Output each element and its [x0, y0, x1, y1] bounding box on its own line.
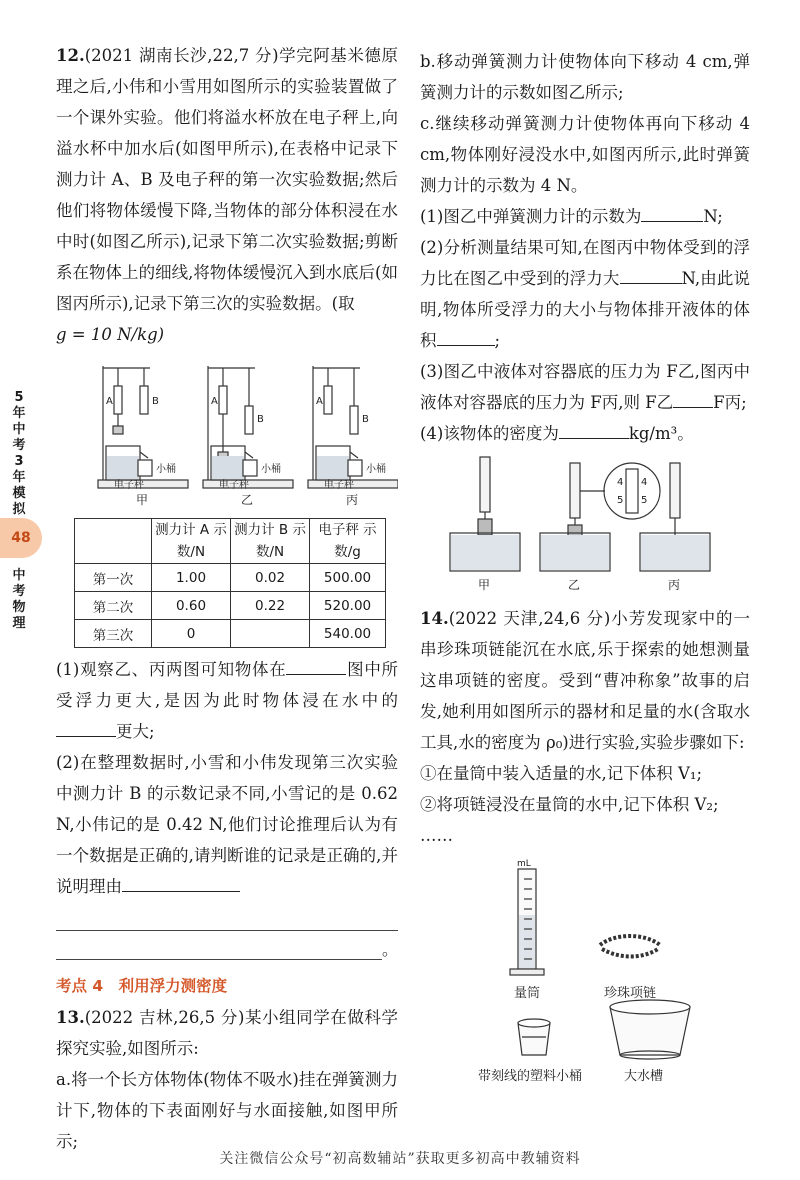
- question-12: 12.(2021 湖南长沙,22,7 分)学完阿基米德原理之后,小伟和小雪用如图所示的实验装置做了一个课外实验。他们将溢水杯放在电子秤上,向溢水杯中加水后(如图甲所示),在表格中记录下测力计 A、B 及电子秤的第一次实验数据;然后他们将物体缓慢下降,当物体的部分体积浸在水中时(如图乙所示),记录下第二次实验数据;剪断系在物体上的细线,将物体缓慢沉入到水底后(如图丙所示),记录下第三次的实验数据。(取 g = 10 N/kg): [56, 46, 398, 344]
- left-column: 12.(2021 湖南长沙,22,7 分)学完阿基米德原理之后,小伟和小雪用如图所示的实验装置做了一个课外实验。他们将溢水杯放在电子秤上,向溢水杯中加水后(如图甲所示),在表格中记录下测力计 A、B 及电子秤的第一次实验数据;然后他们将物体缓慢下降,当物体的部分体积浸在水中时(如图乙所示),记录下第二次实验数据;剪断系在物体上的细线,将物体缓慢沉入到水底后(如图丙所示),记录下第三次的实验数据。(取 g = 10 N/kg) A B 小桶 电子秤 A B 小桶 电子秤 A B 小桶 电子秤 甲 乙 丙 测力计 A 示数/N 测力计 B 示数/N 电子秤 示数/g 第一次 1.00 0.02 500.00 第二次 0.60 0.22 520.00 第三次 0 540.00 (1)观察乙、丙两图可知物体在 图中所受浮力更大,是因为此时物体浸在水中的更大; (2)在整理数据时,小雪和小伟发现第三次实验中测力计 B 的示数记录不同,小雪记的是 0.62 N,小伟记的是 0.42 N,他们讨论推理后认为有一个数据是正确的,请判断谁的记录是正确的,并说明理由 。 考点 4 利用浮力测密度 13.(2022 吉林,26,5 分)某小组同学在做科学探究实验,如图所示: a.将一个长方体物体(物体不吸水)挂在弹簧测力计下,物体的下表面刚好与水面接触,如图甲所示;: [56, 40, 398, 1157]
- answer-blank[interactable]: [673, 389, 713, 408]
- question-13: 13.(2022 吉林,26,5 分)某小组同学在做科学探究实验,如图所示:: [56, 1008, 398, 1058]
- section-heading: 考点 4 利用浮力测密度: [56, 977, 228, 995]
- q13-part1: (1)图乙中弹簧测力计的示数为 N;: [420, 201, 750, 232]
- book-title: 5年中考3年模拟: [12, 390, 26, 517]
- q14-step2: ②将项链浸没在量筒的水中,记下体积 V₂;: [420, 795, 719, 814]
- zoom-tick: 4: [641, 477, 648, 488]
- label-b-2: B: [257, 414, 264, 425]
- label-tank: 大水槽: [624, 1069, 664, 1084]
- label-b-1: B: [152, 396, 159, 407]
- answer-blank[interactable]: [559, 420, 629, 439]
- q14-step3: ……: [420, 826, 453, 845]
- figure-13-spring-scales: [440, 455, 740, 595]
- q13-step-a: a.将一个长方体物体(物体不吸水)挂在弹簧测力计下,物体的下表面刚好与水面接触,如图甲所示;: [56, 1070, 398, 1151]
- q13-part4: (4)该物体的密度为 kg/m³。: [420, 418, 750, 449]
- question-14: 14.(2022 天津,24,6 分)小芳发现家中的一串珍珠项链能沉在水底,乐于探索的她想测量这串项链的密度。受到“曹冲称象”故事的启发,她利用如图所示的器材和足量的水(含取水工具,水的密度为 ρ₀)进行实验,实验步骤如下:: [420, 609, 750, 752]
- table-row: 第一次 1.00 0.02 500.00: [75, 564, 386, 592]
- caption-yi: 乙: [568, 578, 581, 592]
- q12-part2: (2)在整理数据时,小雪和小伟发现第三次实验中测力计 B 的示数记录不同,小雪记的是 0.62 N,小伟记的是 0.42 N,他们讨论推理后认为有一个数据是正确的,请判断谁的记录是正确的,并说明理由: [56, 753, 398, 896]
- subject-label: 中考物理: [12, 568, 26, 631]
- answer-line[interactable]: [56, 931, 382, 960]
- answer-blank[interactable]: [56, 718, 116, 737]
- caption-bing: 丙: [346, 493, 359, 506]
- q13-step-c: c.继续移动弹簧测力计使物体再向下移动 4 cm,物体刚好浸没水中,如图丙所示,此时弹簧测力计的示数为 4 N。: [420, 114, 750, 195]
- label-a-1: A: [106, 396, 113, 407]
- answer-blank[interactable]: [641, 203, 703, 222]
- figure-12-apparatus: [78, 356, 398, 506]
- label-a-3: A: [316, 396, 323, 407]
- label-scale-3: 电子秤: [324, 480, 354, 491]
- table-row: 第三次 0 540.00: [75, 620, 386, 648]
- q14-step1: ①在量筒中装入适量的水,记下体积 V₁;: [420, 764, 703, 783]
- data-table: [74, 518, 386, 648]
- answer-blank[interactable]: [122, 873, 240, 892]
- figure-14-equipment: [420, 855, 740, 1100]
- label-bucket-1: 小桶: [156, 464, 176, 475]
- zoom-tick: 4: [617, 477, 624, 488]
- table-row: 第二次 0.60 0.22 520.00: [75, 592, 386, 620]
- q13-part3: (3)图乙中液体对容器底的压力为 F乙,图丙中液体对容器底的压力为 F丙,则 F乙 F丙;: [420, 362, 750, 412]
- label-b-3: B: [362, 414, 369, 425]
- answer-blank[interactable]: [620, 265, 682, 284]
- label-cylinder: 量筒: [514, 986, 541, 1001]
- q13-step-b: b.移动弹簧测力计使物体向下移动 4 cm,弹簧测力计的示数如图乙所示;: [420, 52, 750, 102]
- label-necklace: 珍珠项链: [604, 986, 657, 1001]
- label-bucket-3: 小桶: [366, 464, 386, 475]
- answer-blank[interactable]: [437, 327, 495, 346]
- right-column: [420, 46, 750, 1104]
- footer-note: 关注微信公众号“初高数辅站”获取更多初高中教辅资料: [219, 1151, 581, 1167]
- label-bucket-2: 小桶: [261, 464, 281, 475]
- table-header-row: 测力计 A 示数/N 测力计 B 示数/N 电子秤 示数/g: [75, 519, 386, 564]
- label-scale-2: 电子秤: [219, 480, 249, 491]
- q12-part1: (1)观察乙、丙两图可知物体在 图中所受浮力更大,是因为此时物体浸在水中的更大;: [56, 654, 398, 747]
- zoom-tick: 5: [641, 495, 648, 506]
- q13-part2: (2)分析测量结果可知,在图丙中物体受到的浮力比在图乙中受到的浮力大 N,由此说明,物体所受浮力的大小与物体排开液体的体积 ;: [420, 238, 750, 350]
- answer-blank[interactable]: [286, 656, 346, 675]
- ml-label: mL: [517, 859, 531, 869]
- label-bucket: 带刻线的塑料小桶: [478, 1069, 583, 1084]
- caption-jia: 甲: [478, 578, 491, 592]
- caption-yi: 乙: [241, 493, 254, 506]
- caption-jia: 甲: [136, 493, 149, 506]
- label-scale-1: 电子秤: [114, 480, 144, 491]
- answer-line[interactable]: [56, 902, 398, 931]
- label-a-2: A: [211, 396, 218, 407]
- zoom-tick: 5: [617, 495, 624, 506]
- caption-bing: 丙: [668, 578, 681, 592]
- page-number: 48: [0, 518, 42, 558]
